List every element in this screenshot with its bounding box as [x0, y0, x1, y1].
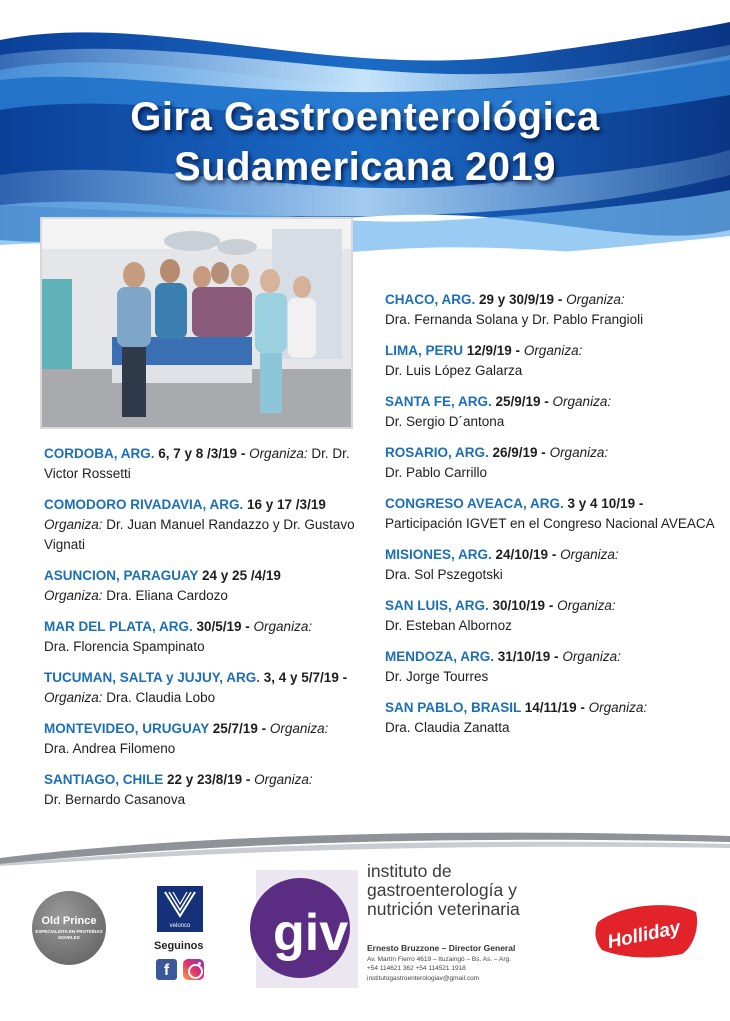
event-dates: 3, 4 y 5/7/19 -: [260, 670, 348, 685]
event-item: [385, 647, 715, 687]
event-place: LIMA, PERU: [385, 343, 464, 358]
surgery-team-photo: [40, 217, 353, 429]
event-item: [385, 596, 715, 636]
address-phones: +54 114621 362 +54 114521 1918: [367, 965, 466, 972]
event-place: MONTEVIDEO, URUGUAY: [44, 721, 210, 736]
institute-name: [367, 862, 520, 919]
igv-logo-text: giv: [273, 904, 349, 962]
event-dates: 14/11/19 -: [521, 700, 589, 715]
event-org-label: Organiza:: [254, 772, 313, 787]
event-item: [385, 698, 715, 738]
event-organizer: Dr. Sergio D´antona: [385, 414, 505, 429]
event-item: [44, 719, 374, 759]
event-organizer: Dr. Bernardo Casanova: [44, 792, 186, 807]
event-item: [385, 392, 715, 432]
instagram-icon[interactable]: [183, 959, 204, 980]
old-prince-tagline: ESPECIALISTA EN PROTEÍNAS NOVELES: [35, 929, 103, 940]
event-place: CHACO, ARG.: [385, 292, 476, 307]
event-organizer: Dr. Dr. Victor Rossetti: [44, 446, 350, 481]
events-right-column: [385, 290, 715, 749]
event-organizer: Dr. Jorge Tourres: [385, 669, 489, 684]
event-item: [44, 770, 374, 810]
facebook-icon[interactable]: f: [156, 959, 177, 980]
event-organizer: Dra. Florencia Spampinato: [44, 639, 205, 654]
event-item: [385, 290, 715, 330]
event-dates: 25/7/19 -: [209, 721, 270, 736]
event-organizer: Participación IGVET en el Congreso Nacional AVEACA: [385, 516, 715, 531]
event-item: [44, 617, 374, 657]
institute-email[interactable]: institutogastroenterologiav@gmail.com: [367, 975, 480, 982]
event-dates: 30/5/19 -: [192, 619, 254, 634]
event-dates: 6, 7 y 8 /3/19 -: [154, 446, 250, 461]
event-place: ROSARIO, ARG.: [385, 445, 489, 460]
event-organizer: Dr. Pablo Carrillo: [385, 465, 488, 480]
institute-line-2: gastroenterología y: [367, 880, 517, 900]
event-place: SANTA FE, ARG.: [385, 394, 492, 409]
event-item: [385, 443, 715, 483]
event-item: [44, 668, 374, 708]
event-organizer: Dra. Fernanda Solana y Dr. Pablo Frangioli: [385, 312, 644, 327]
event-organizer: Dr. Luis López Galarza: [385, 363, 523, 378]
event-organizer: Dra. Claudia Zanatta: [385, 720, 510, 735]
event-org-label: Organiza:: [560, 547, 619, 562]
events-left-column: [44, 444, 374, 821]
event-place: SAN PABLO, BRASIL: [385, 700, 522, 715]
event-place: COMODORO RIVADAVIA, ARG.: [44, 497, 244, 512]
holliday-text: Holliday: [605, 917, 683, 954]
event-org-label: Organiza:: [44, 517, 103, 532]
event-organizer: Dra. Sol Pszegotski: [385, 567, 503, 582]
event-org-label: Organiza:: [588, 700, 648, 715]
event-place: SAN LUIS, ARG.: [385, 598, 489, 613]
event-org-label: Organiza:: [557, 598, 616, 613]
event-item: [385, 494, 715, 534]
event-item: [385, 341, 715, 381]
event-dates: 31/10/19 -: [494, 649, 563, 664]
holliday-logo: [592, 900, 702, 960]
event-place: CORDOBA, ARG.: [44, 446, 155, 461]
page-title: [0, 92, 730, 192]
event-item: [385, 545, 715, 585]
event-org-label: Organiza:: [253, 619, 313, 634]
event-org-label: Organiza:: [552, 394, 612, 409]
footer-divider: [0, 826, 730, 866]
event-item: [44, 495, 374, 555]
event-org-label: Organiza:: [44, 690, 103, 705]
event-dates: 24 y 25 /4/19: [198, 568, 281, 583]
event-dates: 29 y 30/9/19 -: [475, 292, 567, 307]
event-organizer: Dr. Esteban Albornoz: [385, 618, 512, 633]
event-item: [44, 444, 374, 484]
event-organizer: Dra. Claudia Lobo: [102, 690, 216, 705]
event-org-label: Organiza:: [44, 588, 103, 603]
velonco-name: velonco: [169, 923, 191, 929]
event-place: SANTIAGO, CHILE: [44, 772, 164, 787]
event-organizer: Dra. Eliana Cardozo: [102, 588, 228, 603]
event-place: ASUNCION, PARAGUAY: [44, 568, 199, 583]
address-line-1: Av. Martín Fierro 4619 – Ituzaingó – Bs. As. – Arg.: [367, 956, 511, 963]
event-place: MENDOZA, ARG.: [385, 649, 494, 664]
title-line-1: Gira Gastroenterológica: [130, 95, 600, 139]
old-prince-name: Old Prince: [41, 915, 97, 927]
event-org-label: Organiza:: [249, 446, 308, 461]
event-org-label: Organiza:: [523, 343, 583, 358]
event-place: CONGRESO AVEACA, ARG.: [385, 496, 564, 511]
event-place: TUCUMAN, SALTA y JUJUY, ARG.: [44, 670, 261, 685]
event-dates: 3 y 4 10/19 -: [563, 496, 644, 511]
event-org-label: Organiza:: [269, 721, 329, 736]
event-dates: 25/9/19 -: [491, 394, 553, 409]
event-dates: 12/9/19 -: [463, 343, 524, 358]
event-org-label: Organiza:: [566, 292, 625, 307]
event-dates: 22 y 23/8/19 -: [163, 772, 255, 787]
event-dates: 30/10/19 -: [488, 598, 558, 613]
event-dates: 26/9/19 -: [488, 445, 550, 460]
event-org-label: Organiza:: [549, 445, 609, 460]
event-organizer: Dr. Juan Manuel Randazzo y Dr. Gustavo Vignati: [44, 517, 355, 552]
event-dates: 24/10/19 -: [491, 547, 561, 562]
velonco-logo: [157, 886, 203, 932]
event-place: MAR DEL PLATA, ARG.: [44, 619, 193, 634]
event-place: MISIONES, ARG.: [385, 547, 492, 562]
institute-line-1: instituto de: [367, 861, 452, 881]
event-dates: 16 y 17 /3/19: [243, 497, 326, 512]
institute-line-3: nutrición veterinaria: [367, 899, 520, 919]
institute-director: Ernesto Bruzzone – Director General: [367, 943, 516, 953]
title-line-2: Sudamericana 2019: [173, 145, 557, 189]
old-prince-logo: [32, 891, 106, 965]
event-item: [44, 566, 374, 606]
institute-address: [367, 955, 567, 973]
social-label: Seguinos: [154, 940, 204, 952]
event-organizer: Dra. Andrea Filomeno: [44, 741, 176, 756]
igv-logo: [248, 870, 358, 988]
event-org-label: Organiza:: [562, 649, 621, 664]
velonco-mark-icon: [157, 886, 203, 922]
